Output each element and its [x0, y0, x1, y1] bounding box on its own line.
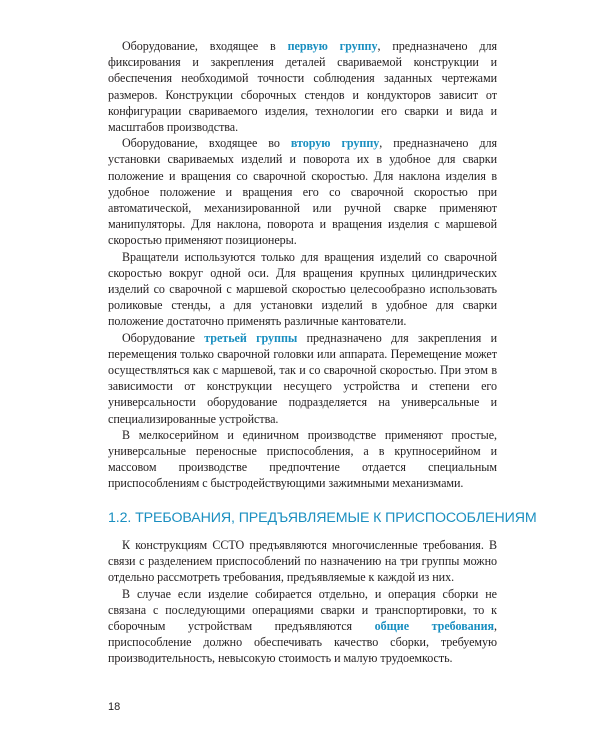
- page-number: 18: [108, 701, 121, 713]
- paragraph-general-requirements: [108, 586, 497, 667]
- paragraph-text: Оборудование, входящее в: [122, 39, 288, 53]
- section-heading: 1.2. ТРЕБОВАНИЯ, ПРЕДЪЯВЛЯЕМЫЕ К ПРИСПОСОБЛЕНИЯМ: [108, 510, 537, 526]
- paragraph-text: , предназначено для фиксирования и закрепления деталей свариваемой конструкции и обеспечения необходимой точности соблюдения заданных чертежами размеров. Конструкции сборочных стендов и кондукторов зависит от конфигурации свариваемого изделия, технологии его сварки и вида и масштабов производства.: [108, 39, 497, 135]
- term-second-group: вторую группу: [290, 136, 380, 151]
- paragraph-text: , предназначено для установки свариваемых изделий и поворота их в удобное для сварки положение и вращения со сварочной скоростью. Для наклона изделия в удобное положение и вращения его со сварочной скоростью при автоматической, механизированной или ручной сварке применяют манипуляторы. Для наклона, поворота и вращения изделия с маршевой скоростью применяют позиционеры.: [108, 136, 497, 248]
- paragraph-third-group: [108, 330, 497, 427]
- term-first-group: первую группу: [287, 39, 378, 53]
- term-general-requirements: общие требования: [374, 619, 495, 634]
- paragraph-text: Оборудование, входящее во: [122, 136, 291, 151]
- body-text-top: [108, 38, 497, 492]
- paragraph-first-group: [108, 38, 497, 135]
- paragraph-rotators: Вращатели используются только для вращения изделий со сварочной скоростью вокруг одной оси. Для вращения крупных цилиндрических изделий со сварочной с маршевой скоростью целесообразно использовать роликовые стенды, а для установки изделий в удобное для сварки положение достаточно применять различные кантователи.: [108, 249, 497, 329]
- paragraph-second-group: [108, 135, 497, 248]
- paragraph-production-scale: В мелкосерийном и единичном производстве применяют простые, универсальные переносные приспособления, а в крупносерийном и массовом производстве предпочтение отдается специальным приспособлениям с быстродействующими зажимными механизмами.: [108, 427, 497, 491]
- body-text-bottom: [108, 537, 497, 667]
- term-third-group: третьей группы: [204, 330, 298, 345]
- paragraph-text: Оборудование: [122, 330, 205, 345]
- paragraph-text: , приспособление должно обеспечивать качество сборки, требуемую производительность, невысокую стоимость и малую трудоемкость.: [108, 619, 497, 666]
- paragraph-text: В случае если изделие собирается отдельно, и операция сборки не связана с последующими операциями сварки и транспортировки, то к сборочным устройствам предъявляются: [108, 586, 497, 634]
- paragraph-requirements-intro: К конструкциям ССТО предъявляются многочисленные требования. В связи с разделением приспособлений по назначению на три группы можно отдельно рассмотреть требования, предъявляемые к каждой из них.: [108, 538, 497, 585]
- paragraph-text: предназначено для закрепления и перемещения только сварочной головки или аппарата. Перемещение может осуществляться как с маршевой, так и со сварочной скоростью. При этом в зависимости от конструкции несущего устройства и степени его универсальности оборудование подразделяется на универсальные и специализированные устройства.: [108, 330, 498, 426]
